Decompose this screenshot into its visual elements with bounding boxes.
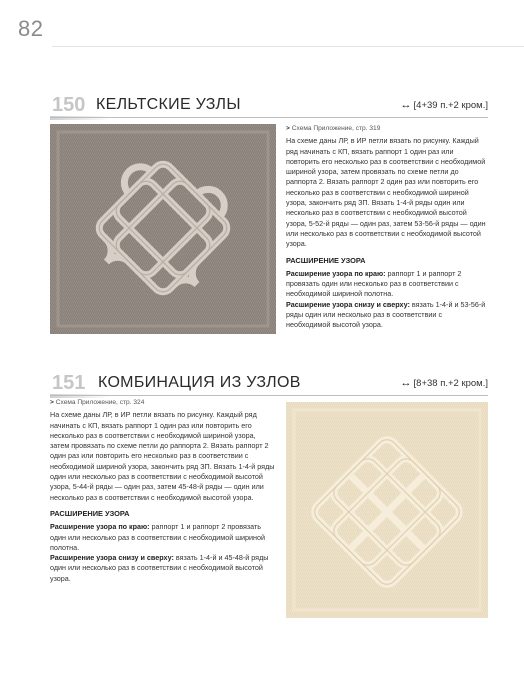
pattern-number: 150 <box>52 94 86 116</box>
repeat-info <box>401 99 488 111</box>
pattern-151-header <box>0 374 524 396</box>
triangle-bullet-icon: > <box>50 399 54 406</box>
pattern-title: КЕЛЬТСКИЕ УЗЛЫ <box>96 96 241 113</box>
edge-extension-text: раппорт 1 и раппорт 2 провязать один или несколько раз в соответствии с необходимой шириной полотна. <box>50 522 265 552</box>
header-rule <box>50 395 488 396</box>
instructions-text: На схеме даны ЛР, в ИР петли вязать по рисунку. Каждый ряд начинать с КП, вязать раппорт 1 один раз или повторить его несколько раз в соответствии с необходимой шириной узора, затем провязать по схеме петли до раппорта 2. Вязать раппорт 2 один раз или повторить его несколько раз в соответствии с необходимой шириной узора, закончить ряд ЗП. Вязать 1-4-й ряды один или несколько раз в соответствии с необходимой высотой узора, 5-52-й ряды — один раз, затем 53-56-й ряды — один или несколько раз в соответствии с необходимой высотой узора. <box>286 136 486 249</box>
vertical-extension-text: вязать 1-4-й и 53-56-й ряды один или несколько раз в соответствии с необходимой высотой узора. <box>286 299 486 330</box>
schema-reference-text: Схема Приложение, стр. 319 <box>291 125 381 132</box>
repeat-value: [8+38 п.+2 кром.] <box>413 378 488 389</box>
edge-extension-label: Расширение узора по краю: <box>286 268 386 278</box>
knit-swatch-image <box>50 124 276 334</box>
vertical-extension-label: Расширение узора снизу и сверху: <box>50 553 174 563</box>
edge-extension <box>50 522 276 553</box>
page-number: 82 <box>18 16 44 41</box>
repeat-value: [4+39 п.+2 кром.] <box>413 100 488 111</box>
vertical-extension-label: Расширение узора снизу и сверху: <box>286 299 410 309</box>
edge-extension-text: раппорт 1 и раппорт 2 провязать один или несколько раз в соответствии с необходимой шириной полотна. <box>286 268 462 299</box>
triangle-bullet-icon: > <box>286 125 290 132</box>
schema-reference <box>286 124 486 134</box>
pattern-151-instructions <box>50 398 276 584</box>
edge-extension <box>286 269 486 300</box>
subheading: РАСШИРЕНИЕ УЗОРА <box>286 255 366 265</box>
top-divider <box>52 46 524 47</box>
double-arrow-icon: ↔ <box>400 99 412 111</box>
pattern-title: КОМБИНАЦИЯ ИЗ УЗЛОВ <box>98 374 301 391</box>
double-arrow-icon: ↔ <box>400 377 412 389</box>
pattern-number: 151 <box>52 372 86 394</box>
edge-extension-label: Расширение узора по краю: <box>50 522 150 532</box>
repeat-info <box>401 377 488 389</box>
pattern-150-instructions <box>286 124 486 331</box>
vertical-extension-text: вязать 1-4-й и 45-48-й ряды один или несколько раз в соответствии с необходимой высотой узора. <box>50 553 269 583</box>
schema-reference-text: Схема Приложение, стр. 324 <box>55 399 145 406</box>
pattern-151-photo <box>286 402 488 618</box>
vertical-extension <box>286 300 486 331</box>
vertical-extension <box>50 553 276 584</box>
pattern-150-header <box>0 96 524 118</box>
knit-swatch-image <box>286 402 488 618</box>
schema-reference <box>50 398 276 408</box>
pattern-150-photo <box>50 124 276 334</box>
subheading: РАСШИРЕНИЕ УЗОРА <box>50 508 130 518</box>
instructions-text: На схеме даны ЛР, в ИР петли вязать по рисунку. Каждый ряд начинать с КП, вязать раппорт 1 один раз или повторить его несколько раз в соответствии с необходимой шириной узора, затем провязать по схеме петли до раппорта 2. Вязать раппорт 2 один раз или повторить его несколько раз в соответствии с необходимой шириной узора, закончить ряд ЗП. Вязать 1-4-й ряды один или несколько раз в соответствии с необходимой высотой узора, 5-44-й ряды — один раз, затем 45-48-й ряды — один или несколько раз в соответствии с необходимой высотой узора. <box>50 410 275 502</box>
header-rule <box>50 117 488 118</box>
